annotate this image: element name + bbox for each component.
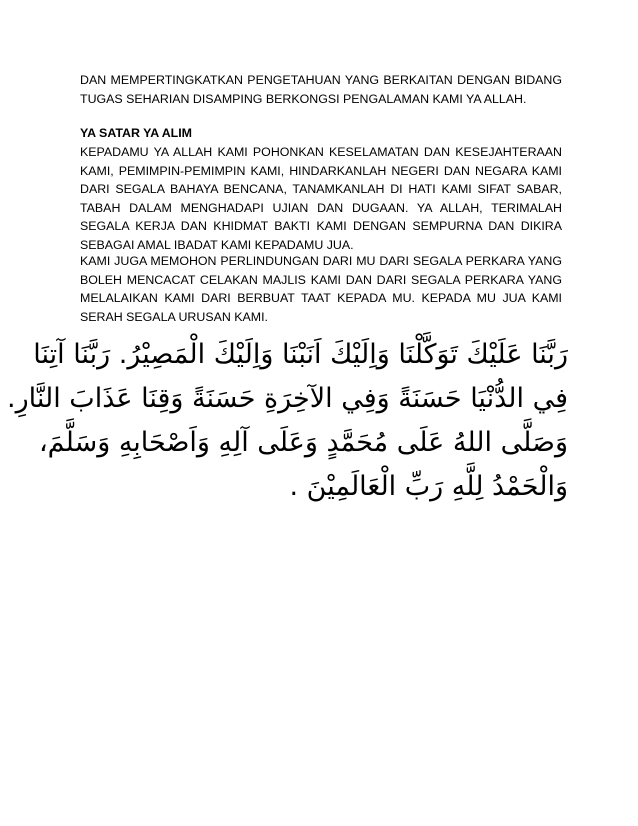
arabic-line-3: وَصَلَّى اللهُ عَلَى مُحَمَّدٍ وَعَلَى آلِهِ وَاَصْحَابِهِ وَسَلَّمَ، [38, 427, 568, 458]
prayer-paragraph: KEPADAMU YA ALLAH KAMI POHONKAN KESELAMATAN DAN KESEJAHTERAAN KAMI, PEMIMPIN-PEMIMPIN KAMI, HINDARKANLAH NEGERI DAN NEGARA KAMI DARI SEGALA BAHAYA BENCANA, TANAMKANLAH DI HATI KAMI SIFAT SABAR, TABAH DALAM MENGHADAPI UJIAN DAN DUGAAN. YA ALLAH, TERIMALAH SEGALA KERJA DAN KHIDMAT BAKTI KAMI DENGAN SEMPURNA DAN DIKIRA SEBAGAI AMAL IBADAT KAMI KEPADAMU JUA. [80, 145, 562, 252]
arabic-line-4: وَالْحَمْدُ لِلَّهِ رَبِّ الْعَالَمِيْنَ . [289, 471, 568, 502]
arabic-prayer [7, 333, 568, 509]
arabic-line-2: فِي الدُّنْيَا حَسَنَةً وَفِي الآخِرَةِ حَسَنَةً وَقِنَا عَذَابَ النَّارِ. [7, 383, 568, 414]
intro-paragraph: DAN MEMPERTINGKATKAN PENGETAHUAN YANG BERKAITAN DENGAN BIDANG TUGAS SEHARIAN DISAMPING BERKONGSI PENGALAMAN KAMI YA ALLAH. [80, 73, 562, 106]
protection-paragraph: KAMI JUGA MEMOHON PERLINDUNGAN DARI MU DARI SEGALA PERKARA YANG BOLEH MENCACAT CELAKAN MAJLIS KAMI DAN DARI SEGALA PERKARA YANG MELALAIKAN KAMI DARI BERBUAT TAAT KEPADA MU. KEPADA MU JUA KAMI SERAH SEGALA URUSAN KAMI. [80, 254, 562, 324]
arabic-line-1: رَبَّنَا عَلَيْكَ تَوَكَّلْنَا وَاِلَيْكَ اَنَبْنَا وَاِلَيْكَ الْمَصِيْرُ. رَبَّنَا آتِنَا [33, 339, 568, 370]
section-heading: YA SATAR YA ALIM [80, 126, 192, 140]
